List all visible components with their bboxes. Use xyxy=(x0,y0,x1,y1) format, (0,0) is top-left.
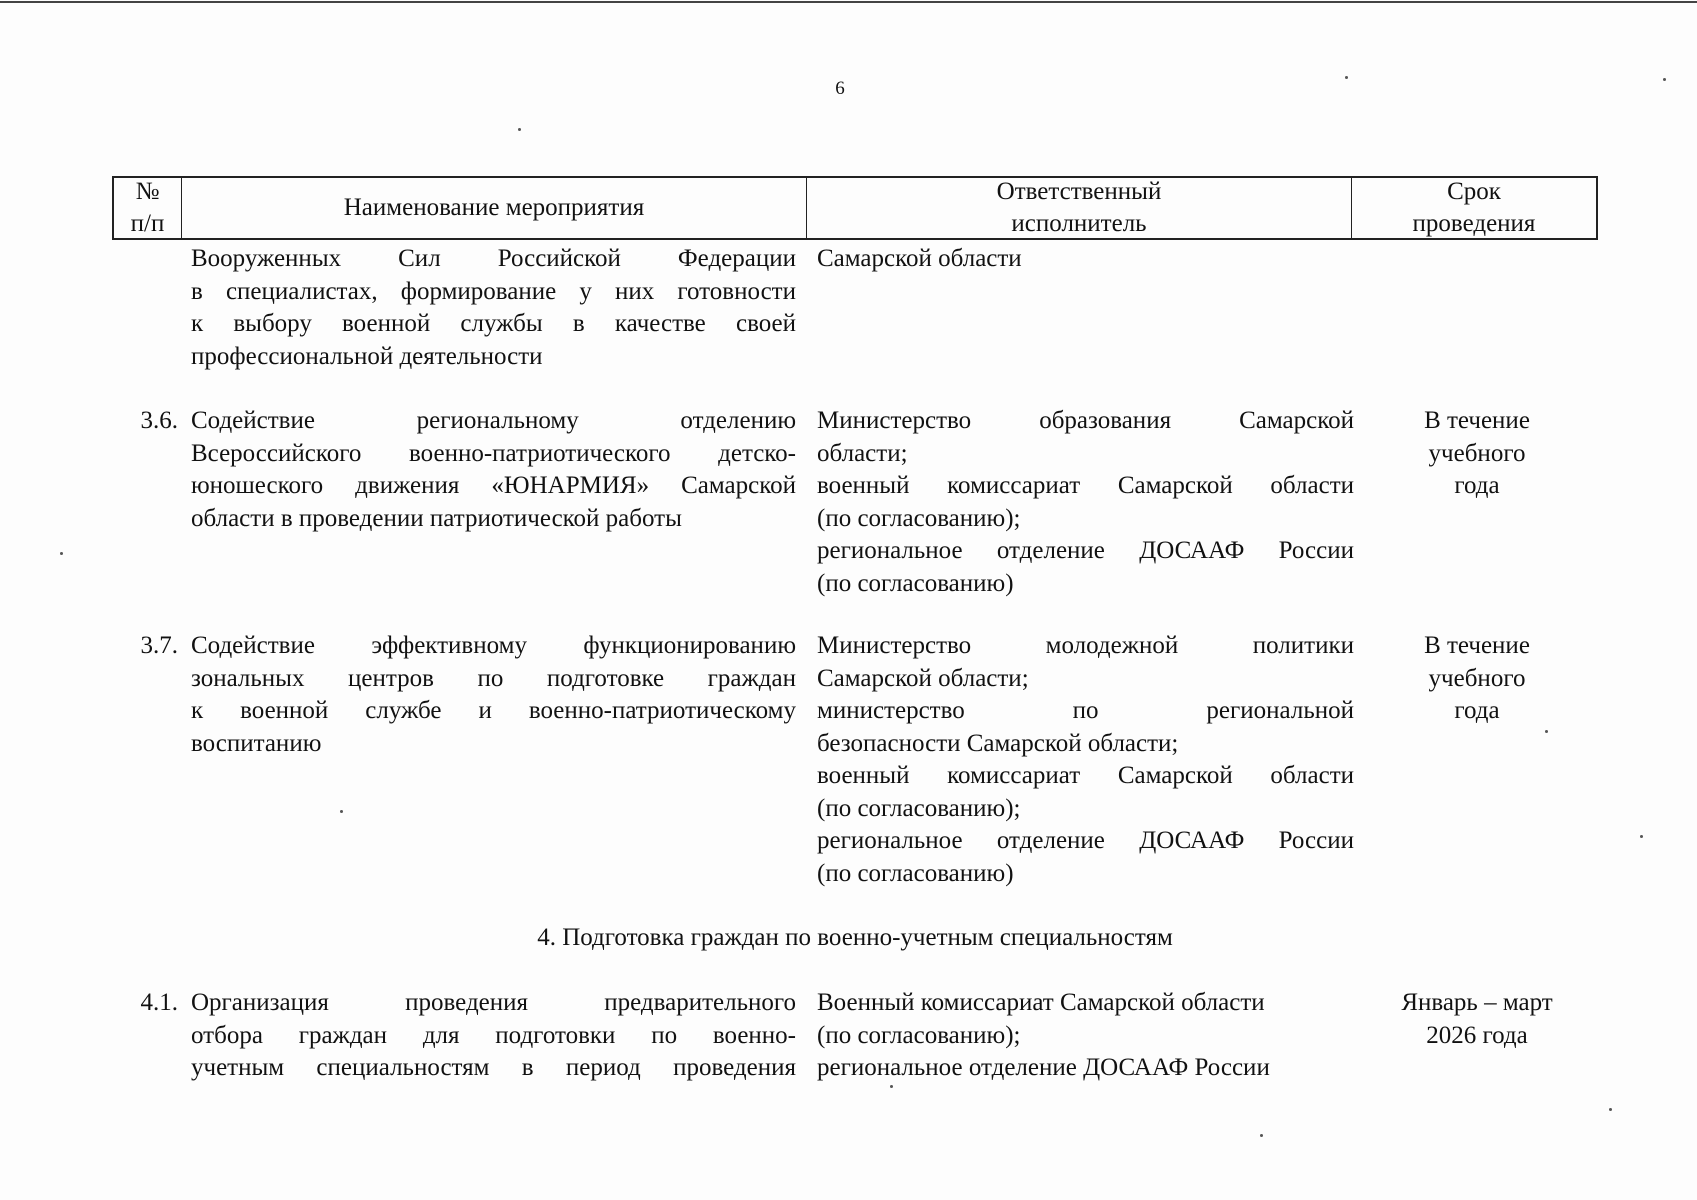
row-name xyxy=(191,987,796,1085)
scan-speck xyxy=(1663,78,1666,81)
row-executor-line: министерство по региональной xyxy=(817,697,1354,724)
header-term-line: Срок xyxy=(1447,178,1501,205)
row-name-line: воспитанию xyxy=(191,729,322,757)
header-name: Наименование мероприятия xyxy=(182,178,807,238)
scan-speck xyxy=(518,128,521,131)
row-executor-line: военный комиссариат Самарской области xyxy=(817,472,1354,499)
row-term xyxy=(1356,630,1598,728)
row-executor xyxy=(817,630,1354,890)
row-executor-line: (по согласованию); xyxy=(817,794,1021,822)
row-name-line: Содействие региональному отделению xyxy=(191,407,796,434)
row-name-line: зональных центров по подготовке граждан xyxy=(191,664,796,692)
header-executor-line: Ответственный xyxy=(996,178,1162,205)
row-name xyxy=(191,630,796,760)
section-title: 4. Подготовка граждан по военно-учетным специальностям xyxy=(537,924,1173,951)
row-name xyxy=(191,405,796,535)
row-name-line: Всероссийского военно-патриотического детско- xyxy=(191,439,796,467)
row-number: 3.6. xyxy=(140,407,178,434)
row-name-line: отбора граждан для подготовки по военно- xyxy=(191,1021,796,1049)
row-name-line: Содействие эффективному функционированию xyxy=(191,632,796,659)
row-executor xyxy=(817,405,1354,600)
row-executor-line: (по согласованию) xyxy=(817,569,1014,597)
row-term-line: учебного xyxy=(1428,439,1526,467)
row-name-line: Организация проведения предварительного xyxy=(191,989,796,1016)
row-executor xyxy=(817,243,1354,276)
row-executor-line: области; xyxy=(817,439,908,467)
scan-speck xyxy=(1609,1108,1612,1111)
row-number: 4.1. xyxy=(140,989,178,1016)
header-num-line: п/п xyxy=(130,210,165,237)
row-term xyxy=(1356,987,1598,1052)
row-term xyxy=(1356,405,1598,503)
row-term-line: года xyxy=(1454,472,1500,499)
row-term-line: учебного xyxy=(1428,664,1526,692)
row-executor-line: Министерство молодежной политики xyxy=(817,632,1354,659)
row-executor-line: (по согласованию); xyxy=(817,504,1021,532)
row-name-line: профессиональной деятельности xyxy=(191,342,543,370)
row-executor-line: (по согласованию); xyxy=(817,1021,1021,1049)
scan-speck xyxy=(340,810,343,813)
row-term-line: В течение xyxy=(1424,632,1530,659)
row-executor-line: региональное отделение ДОСААФ России xyxy=(817,827,1354,854)
header-executor-line: исполнитель xyxy=(1011,210,1147,237)
row-number: 3.7. xyxy=(140,632,178,659)
row-executor-line: Министерство образования Самарской xyxy=(817,407,1354,434)
scan-speck xyxy=(1260,1134,1263,1137)
row-executor-line: Самарской области; xyxy=(817,664,1029,692)
header-term xyxy=(1352,178,1596,238)
scan-speck xyxy=(890,1085,893,1088)
row-name-line: в специалистах, формирование у них готовности xyxy=(191,277,796,305)
table-header xyxy=(112,176,1598,240)
scan-speck xyxy=(1345,76,1348,79)
row-executor-line: (по согласованию) xyxy=(817,859,1014,887)
scan-speck xyxy=(1640,835,1643,838)
row-name-line: учетным специальностям в период проведения xyxy=(191,1054,796,1081)
header-num-line: № xyxy=(135,178,160,205)
row-executor xyxy=(817,987,1354,1085)
header-term-line: проведения xyxy=(1412,210,1536,237)
scan-speck xyxy=(1545,730,1548,733)
scan-speck xyxy=(60,552,63,555)
row-name-line: Вооруженных Сил Российской Федерации xyxy=(191,245,796,272)
header-executor xyxy=(807,178,1352,238)
row-name-line: юношеского движения «ЮНАРМИЯ» Самарской xyxy=(191,472,796,499)
row-executor-line: военный комиссариат Самарской области xyxy=(817,762,1354,789)
row-term-line: года xyxy=(1454,697,1500,724)
row-executor-line: региональное отделение ДОСААФ России xyxy=(817,537,1354,564)
header-num xyxy=(114,178,182,238)
row-executor-line: безопасности Самарской области; xyxy=(817,729,1179,757)
row-executor-line: Самарской области xyxy=(817,245,1022,272)
row-term-line: 2026 года xyxy=(1426,1021,1528,1049)
row-executor-line: Военный комиссариат Самарской области xyxy=(817,989,1265,1016)
row-name-line: области в проведении патриотической работы xyxy=(191,504,682,532)
page-number: 6 xyxy=(835,78,845,99)
top-rule xyxy=(0,1,1697,3)
row-executor-line: региональное отделение ДОСААФ России xyxy=(817,1054,1270,1081)
row-name-line: к выбору военной службы в качестве своей xyxy=(191,310,796,337)
row-term-line: В течение xyxy=(1424,407,1530,434)
row-term-line: Январь – март xyxy=(1401,989,1553,1016)
row-name-line: к военной службе и военно-патриотическому xyxy=(191,697,796,724)
row-name xyxy=(191,243,796,373)
